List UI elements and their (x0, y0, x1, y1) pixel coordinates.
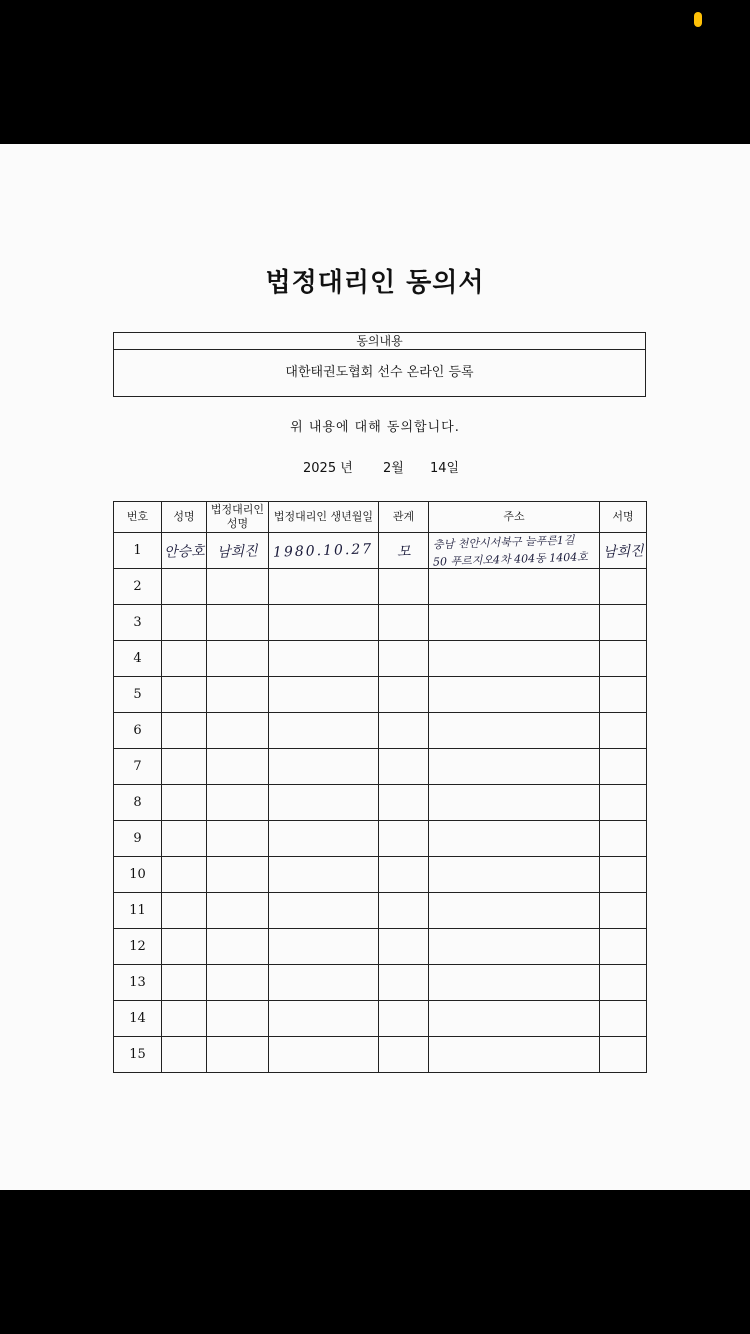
cell-name (162, 569, 207, 605)
cell-relation (379, 605, 429, 641)
row-number: 5 (114, 677, 162, 713)
header-no: 번호 (114, 502, 162, 533)
header-name: 성명 (162, 502, 207, 533)
table-row (114, 1037, 647, 1073)
cell-name (162, 857, 207, 893)
cell-guardian-name (207, 893, 269, 929)
header-relation: 관계 (379, 502, 429, 533)
cell-address (429, 605, 600, 641)
cell-guardian-birth (269, 677, 379, 713)
cell-signature (600, 857, 647, 893)
document-title: 법정대리인 동의서 (265, 268, 485, 298)
cell-name (162, 785, 207, 821)
row-number: 7 (114, 749, 162, 785)
cell-address (429, 677, 600, 713)
table-body (114, 533, 647, 1073)
cell-relation (379, 857, 429, 893)
table-row (114, 893, 647, 929)
cell-guardian-name (207, 857, 269, 893)
table-row (114, 677, 647, 713)
cell-guardian-name (207, 929, 269, 965)
cell-address (429, 1001, 600, 1037)
cell-guardian-birth (269, 569, 379, 605)
cell-address (429, 641, 600, 677)
row-number: 14 (114, 1001, 162, 1037)
cell-signature (600, 1001, 647, 1037)
cell-address (429, 821, 600, 857)
cell-address (429, 965, 600, 1001)
cell-address (429, 857, 600, 893)
cell-relation (379, 641, 429, 677)
cell-signature (600, 749, 647, 785)
header-signature: 서명 (600, 502, 647, 533)
cell-guardian-birth (269, 1037, 379, 1073)
header-guardian-birth: 법정대리인 생년월일 (269, 502, 379, 533)
table-row (114, 605, 647, 641)
cell-address (429, 569, 600, 605)
cell-address (429, 713, 600, 749)
cell-guardian-name (207, 569, 269, 605)
handwritten-signature: 남희진 (602, 542, 644, 561)
cell-signature (600, 965, 647, 1001)
cell-guardian-name (207, 1001, 269, 1037)
cell-relation (379, 533, 429, 569)
cell-relation (379, 821, 429, 857)
cell-signature (600, 605, 647, 641)
row-number: 2 (114, 569, 162, 605)
cell-signature (600, 533, 647, 569)
cell-address (429, 533, 600, 569)
cell-name (162, 713, 207, 749)
cell-guardian-name (207, 533, 269, 569)
cell-signature (600, 821, 647, 857)
handwritten-address-line1: 충남 천안시서북구 늘푸른1길 (432, 532, 575, 551)
cell-name (162, 677, 207, 713)
cell-address (429, 893, 600, 929)
table-row (114, 749, 647, 785)
cell-address (429, 929, 600, 965)
consent-body: 대한태권도협회 선수 온라인 등록 (285, 365, 474, 380)
table-row (114, 929, 647, 965)
table-row (114, 641, 647, 677)
header-address: 주소 (429, 502, 600, 533)
table-row (114, 1001, 647, 1037)
cell-signature (600, 893, 647, 929)
table-row (114, 713, 647, 749)
row-number: 1 (114, 533, 162, 569)
cell-name (162, 893, 207, 929)
row-number: 13 (114, 965, 162, 1001)
consent-box (113, 332, 646, 397)
cell-relation (379, 785, 429, 821)
cell-guardian-birth (269, 893, 379, 929)
cell-signature (600, 713, 647, 749)
cell-signature (600, 1037, 647, 1073)
cell-relation (379, 749, 429, 785)
row-number: 9 (114, 821, 162, 857)
cell-signature (600, 785, 647, 821)
cell-signature (600, 677, 647, 713)
handwritten-address-line2: 50 푸르지오4차 404동 1404호 (432, 549, 589, 569)
header-guardian-name: 법정대리인 성명 (207, 502, 269, 533)
cell-guardian-name (207, 821, 269, 857)
table-row (114, 857, 647, 893)
cell-guardian-name (207, 677, 269, 713)
cell-name (162, 929, 207, 965)
cell-guardian-name (207, 749, 269, 785)
cell-guardian-birth (269, 713, 379, 749)
cell-guardian-birth (269, 533, 379, 569)
date-year: 2025 년 (303, 461, 353, 476)
cell-relation (379, 1037, 429, 1073)
handwritten-birth-date: 1980.10.27 (273, 540, 374, 561)
row-number: 4 (114, 641, 162, 677)
cell-name (162, 965, 207, 1001)
cell-guardian-name (207, 641, 269, 677)
cell-name (162, 533, 207, 569)
cell-relation (379, 1001, 429, 1037)
cell-guardian-birth (269, 605, 379, 641)
cell-address (429, 785, 600, 821)
table-row (114, 785, 647, 821)
cell-relation (379, 929, 429, 965)
cell-guardian-birth (269, 1001, 379, 1037)
cell-relation (379, 677, 429, 713)
consent-header: 동의내용 (114, 333, 645, 350)
row-number: 8 (114, 785, 162, 821)
cell-guardian-birth (269, 821, 379, 857)
cell-guardian-name (207, 1037, 269, 1073)
cell-name (162, 821, 207, 857)
row-number: 11 (114, 893, 162, 929)
handwritten-name: 안승호 (163, 542, 205, 561)
cell-address (429, 1037, 600, 1073)
cell-relation (379, 965, 429, 1001)
cell-guardian-birth (269, 929, 379, 965)
agree-statement: 위 내용에 대해 동의합니다. (290, 420, 460, 435)
cell-name (162, 1001, 207, 1037)
cell-guardian-birth (269, 749, 379, 785)
bottom-bar (0, 1190, 750, 1334)
recording-indicator (694, 12, 702, 27)
row-number: 10 (114, 857, 162, 893)
cell-signature (600, 569, 647, 605)
row-number: 12 (114, 929, 162, 965)
cell-signature (600, 929, 647, 965)
cell-relation (379, 893, 429, 929)
row-number: 6 (114, 713, 162, 749)
table-row (114, 533, 647, 569)
handwritten-guardian-name: 남희진 (216, 542, 259, 561)
table-row (114, 569, 647, 605)
cell-guardian-name (207, 785, 269, 821)
cell-name (162, 749, 207, 785)
cell-relation (379, 713, 429, 749)
table-row (114, 965, 647, 1001)
cell-guardian-birth (269, 965, 379, 1001)
row-number: 3 (114, 605, 162, 641)
document-page (0, 144, 750, 1190)
table-row (114, 821, 647, 857)
cell-name (162, 605, 207, 641)
cell-guardian-name (207, 965, 269, 1001)
registration-table (113, 501, 647, 1073)
date-day: 14일 (430, 461, 460, 476)
cell-relation (379, 569, 429, 605)
cell-guardian-name (207, 605, 269, 641)
cell-guardian-name (207, 713, 269, 749)
cell-guardian-birth (269, 857, 379, 893)
cell-guardian-birth (269, 641, 379, 677)
table-header-row (114, 502, 647, 533)
handwritten-relation: 모 (396, 543, 411, 560)
cell-name (162, 1037, 207, 1073)
cell-address (429, 749, 600, 785)
row-number: 15 (114, 1037, 162, 1073)
cell-guardian-birth (269, 785, 379, 821)
cell-name (162, 641, 207, 677)
cell-signature (600, 641, 647, 677)
date-month: 2월 (383, 461, 404, 476)
